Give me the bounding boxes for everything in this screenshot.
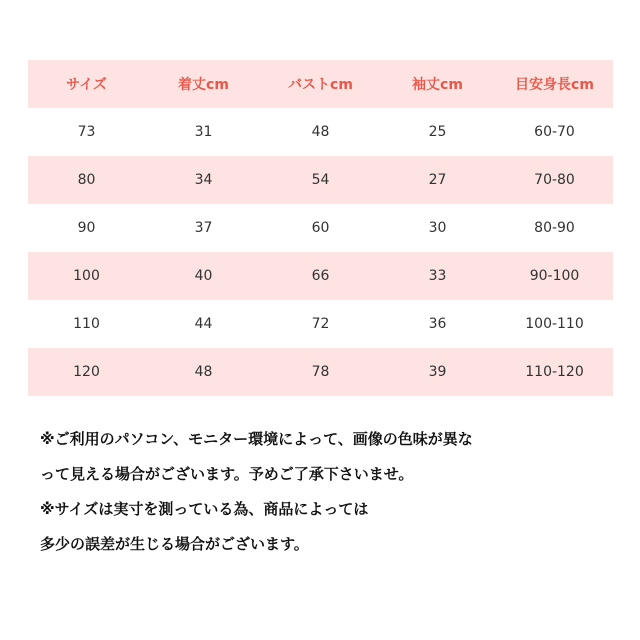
cell-length: 31	[194, 124, 213, 140]
cell-length: 40	[194, 268, 213, 284]
note-line: ※ご利用のパソコン、モニター環境によって、画像の色味が異な	[40, 430, 473, 448]
table-header-row	[28, 60, 613, 108]
table-row	[28, 300, 613, 348]
cell-sleeve: 36	[428, 316, 447, 332]
cell-length: 34	[194, 172, 213, 188]
note-line: ※サイズは実寸を測っている為、商品によっては	[40, 500, 369, 518]
cell-size: 90	[77, 220, 96, 236]
table-row	[28, 348, 613, 396]
cell-bust: 78	[311, 364, 330, 380]
cell-bust: 54	[311, 172, 330, 188]
header-size: サイズ	[66, 77, 107, 93]
cell-sleeve: 25	[428, 124, 447, 140]
notes	[40, 422, 620, 562]
cell-bust: 72	[311, 316, 330, 332]
cell-size: 100	[73, 268, 100, 284]
cell-height: 80-90	[534, 220, 575, 236]
cell-length: 48	[194, 364, 213, 380]
cell-sleeve: 39	[428, 364, 447, 380]
cell-length: 37	[194, 220, 213, 236]
cell-sleeve: 30	[428, 220, 447, 236]
cell-height: 70-80	[534, 172, 575, 188]
cell-bust: 48	[311, 124, 330, 140]
cell-length: 44	[194, 316, 213, 332]
cell-sleeve: 33	[428, 268, 447, 284]
table-row	[28, 252, 613, 300]
cell-height: 60-70	[534, 124, 575, 140]
cell-bust: 60	[311, 220, 330, 236]
note-line: って見える場合がございます。予めご了承下さいませ。	[40, 465, 414, 483]
cell-height: 90-100	[529, 268, 580, 284]
table-row	[28, 108, 613, 156]
cell-size: 110	[73, 316, 100, 332]
cell-size: 80	[77, 172, 96, 188]
header-height: 目安身長cm	[515, 77, 594, 93]
header-sleeve: 袖丈cm	[412, 77, 463, 93]
header-length: 着丈cm	[178, 77, 229, 93]
table-row	[28, 156, 613, 204]
header-bust: バストcm	[288, 77, 353, 93]
cell-size: 73	[77, 124, 96, 140]
size-table	[28, 60, 613, 396]
cell-height: 100-110	[525, 316, 584, 332]
note-line: 多少の誤差が生じる場合がございます。	[40, 535, 309, 553]
cell-height: 110-120	[525, 364, 584, 380]
cell-size: 120	[73, 364, 100, 380]
cell-bust: 66	[311, 268, 330, 284]
cell-sleeve: 27	[428, 172, 447, 188]
table-row	[28, 204, 613, 252]
